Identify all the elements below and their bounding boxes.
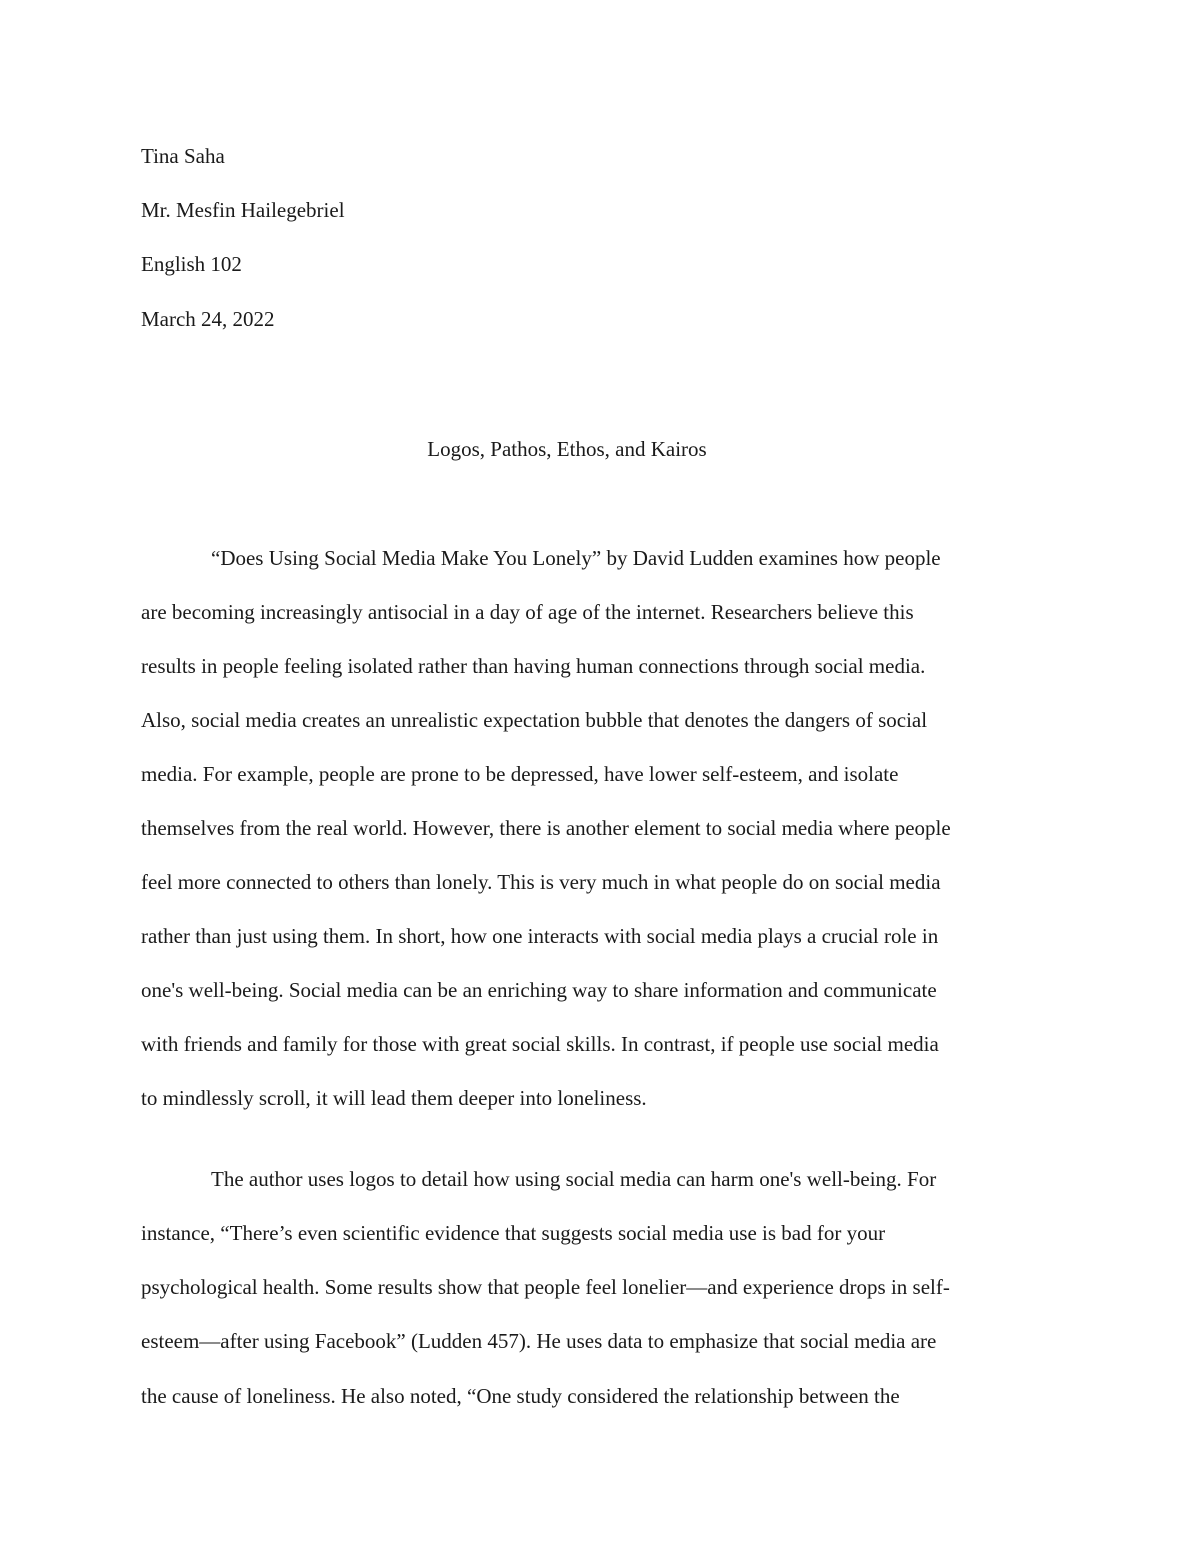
paragraph-line: The author uses logos to detail how using social media can harm one's well-being. For [211, 1167, 937, 1191]
essay-title: Logos, Pathos, Ethos, and Kairos [427, 437, 707, 461]
student-name: Tina Saha [141, 144, 225, 168]
paragraph-line: rather than just using them. In short, how one interacts with social media plays a crucial role in [141, 924, 939, 948]
essay-date: March 24, 2022 [141, 307, 275, 331]
paragraph-line: results in people feeling isolated rather than having human connections through social media. [141, 654, 926, 678]
paragraph-line: feel more connected to others than lonely. This is very much in what people do on social media [141, 870, 941, 894]
paragraph-line: “Does Using Social Media Make You Lonely” by David Ludden examines how people [211, 546, 941, 570]
instructor-name: Mr. Mesfin Hailegebriel [141, 198, 345, 222]
paragraph-line: with friends and family for those with great social skills. In contrast, if people use social media [141, 1032, 939, 1056]
paragraph-line: themselves from the real world. However, there is another element to social media where people [141, 816, 951, 840]
course-name: English 102 [141, 252, 242, 276]
paragraph-line: are becoming increasingly antisocial in a day of age of the internet. Researchers believe this [141, 600, 914, 624]
paragraph-line: one's well-being. Social media can be an enriching way to share information and communicate [141, 978, 937, 1002]
paragraph-line: the cause of loneliness. He also noted, “One study considered the relationship between the [141, 1384, 900, 1408]
paragraph-line: instance, “There’s even scientific evidence that suggests social media use is bad for your [141, 1221, 886, 1245]
paragraph-line: media. For example, people are prone to be depressed, have lower self-esteem, and isolate [141, 762, 899, 786]
paragraph-line: esteem—after using Facebook” (Ludden 457). He uses data to emphasize that social media are [141, 1329, 937, 1353]
paragraph-line: psychological health. Some results show that people feel lonelier—and experience drops in self- [141, 1275, 950, 1299]
paragraph-line: to mindlessly scroll, it will lead them deeper into loneliness. [141, 1086, 647, 1110]
paragraph-line: Also, social media creates an unrealistic expectation bubble that denotes the dangers of social [141, 708, 928, 732]
